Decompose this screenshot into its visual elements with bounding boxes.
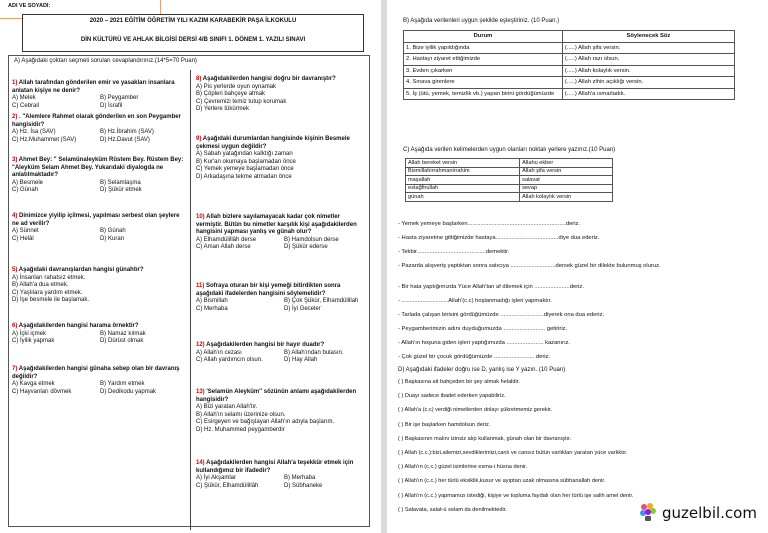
question-text (196, 460, 368, 475)
question-2 (12, 114, 184, 144)
word-bank-row (406, 176, 613, 185)
option-d[interactable]: D) Dedikodu yapmak (100, 388, 157, 395)
word-bank-row (406, 167, 613, 176)
option-a[interactable]: A) Melek (12, 95, 36, 101)
question-number: 1) (12, 80, 18, 86)
option-c[interactable]: C) Hz.Muhammet (SAV) (12, 136, 77, 143)
option-a[interactable]: A) Bizi yaratan Allah'tır. (196, 404, 258, 410)
soz-cell[interactable]: (.....) Allah kolaylık versin. (562, 65, 734, 77)
matching-row (404, 65, 735, 77)
option-a[interactable]: A) Kavga etmek (12, 381, 55, 387)
option-a[interactable]: A) İçki içmek (12, 330, 47, 337)
answer-options (196, 298, 368, 313)
true-false-item[interactable]: ( ) Allah'ın (c.c.) her türlü eksiklik,kusur ve ayıptan uzak olmasına sübhanallah denir. (398, 478, 606, 485)
option-c[interactable]: C) Allah yardımcın olsun. (196, 357, 263, 363)
fill-blank-sentence[interactable]: - Peygamberimizin adını duyduğumuzda .......................... getiririz. (398, 326, 568, 332)
question-number: 8) (196, 76, 202, 82)
option-b[interactable]: B) Çok Şükür, Elhamdülillah (284, 298, 359, 304)
question-number: 9) (196, 136, 202, 142)
word-cell: Bismillahirrahmanirrahim (406, 167, 520, 176)
question-text (12, 114, 184, 129)
option-c[interactable]: C) Hayvanları dövmek (12, 388, 72, 395)
question-number: 13) (196, 389, 205, 395)
option-d[interactable]: D) Hay Allah (284, 357, 318, 363)
option-a[interactable]: A) Elhamdülillâh derse (196, 236, 257, 243)
durum-cell: 5. İş (ütü, yemek, temizlik vb.) yapan birini gördüğümüzde (404, 88, 563, 100)
site-logo (638, 498, 768, 528)
option-d[interactable]: D) İyi Geceler (284, 305, 321, 312)
question-text (12, 213, 184, 228)
answer-options (12, 228, 184, 243)
word-bank-row (406, 159, 613, 168)
answer-options (196, 350, 368, 365)
true-false-item[interactable]: ( ) Allah'ın (c.c.) güzel isimlerine esma-i hüsna denir. (398, 464, 528, 471)
word-cell: Allah bereket versin (406, 159, 520, 168)
durum-cell: 2. Hastayı ziyaret ettiğimizde (404, 54, 563, 66)
answer-options (196, 84, 368, 114)
question-stem: Aşağıdaki durumlardan hangisinde kişinin Besmele çekmesi uygun değildir? (196, 136, 350, 150)
question-stem: Dinimizce yiyilip içilmesi, yapılması serbest olan şeylere ne ad verilir? (12, 213, 180, 227)
column-divider (190, 70, 191, 530)
question-text (12, 157, 184, 180)
soz-cell[interactable]: (.....) Allah şifa versin. (562, 42, 734, 54)
question-text (196, 136, 368, 151)
matching-row (404, 54, 735, 66)
option-c[interactable]: C) Merhaba (196, 305, 228, 312)
answer-options (196, 404, 368, 434)
answer-options (12, 331, 184, 346)
section-a-title: A) Aşağıdaki çoktan seçmeli soruları cevaplandırınız.(14*5=70 Puan) (14, 58, 197, 64)
question-stem: Allah tarafından gönderilen emir ve yasakları insanlara anlatan kişiye ne denir? (12, 80, 175, 94)
answer-options (12, 275, 184, 305)
question-4 (12, 213, 184, 243)
option-a[interactable]: A) İyi Akşamlar (196, 475, 237, 481)
option-b[interactable]: B) Yardım etmek (100, 381, 145, 387)
word-cell: Allah şifa versin (520, 167, 613, 176)
question-text (12, 323, 184, 331)
option-c[interactable]: C) Helâl (12, 235, 34, 242)
word-bank-row (406, 184, 613, 193)
question-number: 6) (12, 323, 18, 329)
word-cell: estağfirullah (406, 184, 520, 193)
question-stem: "Alemlere Rahmet olarak gönderilen en son Peygamber hangisidir? (12, 114, 181, 128)
question-number: 11) (196, 283, 205, 289)
question-stem: Ahmet Bey: " Selamünaleyküm Rüstem Bey. Rüstem Bey: "Aleyküm Selam Ahmet Bey. Yukarıdaki diyalogda ne anlatılmaktadır? (12, 157, 184, 178)
option-b[interactable]: B) Çöpleri bahçeye atmak (196, 91, 266, 97)
fill-blank-sentence[interactable]: - Hasta ziyaretine gittiğimizde hastaya.......................................diye dua ederiz. (398, 235, 600, 241)
question-stem: Aşağıdakilerden hangisi günaha sebep olan bir davranış değildir? (12, 366, 180, 380)
option-d[interactable]: D) Hz.Davut (SAV) (100, 136, 150, 143)
option-a[interactable]: A) İnsanları rahatsız etmek. (12, 274, 86, 281)
section-d-title: D) Aşağıdaki ifadeler doğru ise D, yanlış ise Y yazın. (10 Puan) (398, 367, 566, 373)
true-false-item[interactable]: ( ) Allah'ın (c.c.) yapmamızı istediği, kişiye ve topluma faydalı olan her türlü işe salih amel denir. (398, 492, 634, 499)
question-stem: Aşağıdakilerden hangisi Allah'a teşekkür etmek için kullandığımız bir ifadedir? (196, 460, 354, 474)
question-number: 3) (12, 157, 18, 163)
option-a[interactable]: A) Besmele (12, 179, 44, 186)
answer-options (12, 180, 184, 195)
true-false-item[interactable]: ( ) Başkasının malını izinsiz alıp kullanmak, günah olan bir davranıştır. (398, 435, 572, 442)
soz-cell[interactable]: (.....) Allah zihin açıklığı versin. (562, 77, 734, 89)
answer-options (12, 381, 184, 396)
true-false-item[interactable]: ( ) Başkasına ait bahçeden bir şey almak helaldir. (398, 379, 520, 385)
word-bank-row (406, 193, 613, 202)
matching-table (403, 30, 735, 100)
soz-cell[interactable]: (.....) Allah'a ısmarladık. (562, 88, 734, 100)
option-d[interactable]: D) İsrafil (100, 102, 123, 109)
exam-page-left (0, 0, 381, 533)
question-text (12, 267, 184, 275)
true-false-item[interactable]: ( ) Salavata, salat-ü selam da denilmektedir. (398, 506, 507, 513)
option-c[interactable]: C) İyilik yapmak (12, 338, 55, 344)
matching-row (404, 88, 735, 100)
fill-blank-sentence[interactable]: - Tekbir...........................................demektir. (398, 249, 510, 255)
word-cell: Allahu ekber (520, 159, 613, 168)
matching-row (404, 77, 735, 89)
fill-blank-sentence[interactable]: - Pazarda alışveriş yaptıktan sonra satıcıya ............................dersek güzel bir dilekte bulunmuş oluruz. (398, 263, 661, 269)
option-b[interactable]: B) Selamlaşma (100, 179, 141, 186)
question-1 (12, 80, 184, 110)
option-a[interactable]: A) Pis yerlerde oyun oynamak (196, 83, 277, 90)
col-durum: Durum (404, 31, 563, 43)
option-a[interactable]: A) Sünnet (12, 228, 39, 234)
option-c[interactable]: C) Günah (12, 187, 39, 193)
question-number: 14) (196, 460, 205, 466)
section-c-title: C) Aşağıda verilen kelimelerden uygun olanları noktalı yerlere yazınız.(10 Puan) (403, 147, 616, 153)
col-soz: Söylenecek Söz (562, 31, 734, 43)
option-a[interactable]: A) Sabah yatağından kalktığı zaman (196, 151, 293, 157)
option-c[interactable]: C) Cebrail (12, 102, 40, 109)
option-d[interactable]: D) Sübhaneke (284, 482, 323, 489)
answer-options (196, 151, 368, 181)
question-14 (196, 460, 368, 490)
question-number: 10) (196, 214, 205, 220)
question-text (12, 80, 184, 95)
question-13 (196, 389, 368, 434)
true-false-item[interactable]: ( ) Allah'a (c.c) verdiği nimetlerden dolayı şükretmemiz gerekir. (398, 407, 553, 414)
exam-header (22, 14, 364, 52)
durum-cell: 3. Evden çıkarken (404, 65, 563, 77)
question-text (196, 76, 368, 84)
option-b[interactable]: B) Allah'a dua etmek. (12, 282, 69, 288)
option-c[interactable]: C) Aman Allah derse (196, 244, 251, 250)
option-a[interactable]: A) Hz. İsa (SAV) (12, 129, 56, 135)
answer-options (12, 95, 184, 110)
question-3 (12, 157, 184, 195)
option-d[interactable]: D) Kuran (100, 235, 125, 242)
question-11 (196, 283, 368, 313)
question-text (196, 283, 368, 298)
option-d[interactable]: D) Şükür etmek (100, 187, 142, 193)
fill-blank-sentence[interactable]: - Bir hata yaptığımızda Yüce Allah'tan af dilemek için ......................deriz. (398, 284, 584, 290)
logo-text: guzelbil.com (662, 504, 757, 522)
true-false-item[interactable]: ( ) Bir işe başlarken hamdolsun deriz. (398, 421, 491, 428)
name-label: ADI VE SOYADI: (8, 3, 51, 9)
question-number: 5) (12, 267, 18, 273)
answer-options (196, 237, 368, 252)
word-bank (405, 158, 613, 202)
question-text (196, 389, 368, 404)
option-d[interactable]: D) Arkadaşına tekme atmadan önce (196, 173, 292, 180)
word-cell: Allah kolaylık versin (520, 193, 613, 202)
question-text (12, 366, 184, 381)
option-b[interactable]: B) Namaz kılmak (100, 330, 146, 337)
option-c[interactable]: C) Yemek yemeye başlamadan önce (196, 166, 294, 172)
option-d[interactable]: D) Dürüst olmak (100, 338, 144, 344)
option-b[interactable]: B) Kur'an okumaya başlamadan önce (196, 158, 296, 165)
question-stem: Aşağıdaki davranışlardan hangisi günahtır? (18, 267, 144, 273)
question-8 (196, 76, 368, 114)
option-c[interactable]: C) Şükür, Elhamdülillâh (196, 482, 259, 489)
word-cell: sevap (520, 184, 613, 193)
fill-blank-sentence[interactable]: - Tarlada çalışan birisini gördüğümüzde ...........................diyerek ona dua ederiz. (398, 312, 605, 318)
question-stem: Aşağıdakilerden hangisi bir hayır duadır? (206, 342, 325, 348)
fill-blank-sentence[interactable]: - Allah'ın hoşuna giden işleri yaptığımızda ....................... kazanırız. (398, 340, 571, 346)
question-stem: Aşağıdakilerden hangisi harama örnektir? (18, 323, 139, 329)
word-cell: maşallah (406, 176, 520, 185)
question-9 (196, 136, 368, 181)
option-b[interactable]: B) Peygamber (100, 95, 139, 101)
question-stem: 'Selamün Aleyküm'' sözünün anlamı aşağıdakilerden hangisidir? (196, 389, 357, 403)
option-a[interactable]: A) Bismillah (196, 298, 228, 304)
matching-row (404, 42, 735, 54)
option-c[interactable]: C) Çevremizi temiz tutup korumak (196, 98, 287, 105)
question-number: 2) . (12, 114, 21, 120)
lightbulb-icon (638, 501, 658, 523)
question-stem: Aşağıdakilerden hangisi doğru bir davranıştır? (202, 76, 336, 82)
durum-cell: 1. Bize iyilik yapıldığında (404, 42, 563, 54)
soz-cell[interactable]: (.....) Allah razı olsun. (562, 54, 734, 66)
fill-blank-sentence[interactable]: - .............................Allah'(c.c) hoşlanmadığı işleri yapmaktır. (398, 298, 552, 304)
question-text (196, 214, 368, 237)
option-b[interactable]: B) Merhaba (284, 475, 316, 481)
option-c[interactable]: C) Esirgeyen ve bağışlayan Allah'ın adıyla başlarım. (196, 419, 335, 425)
question-6 (12, 323, 184, 346)
option-c[interactable]: C) Yaşlılara yardım etmek. (12, 289, 83, 296)
fill-blank-sentence[interactable]: - Yemek yemeye başlarken.............................................................deriz. (398, 221, 581, 227)
answer-options (196, 475, 368, 490)
option-b[interactable]: B) Hz.İbrahim (SAV) (100, 129, 154, 135)
option-d[interactable]: D) Şükür ederse (284, 244, 328, 250)
question-7 (12, 366, 184, 396)
word-cell: salavat (520, 176, 613, 185)
fill-blank-sentence[interactable]: - Çok güzel bir çocuk gördüğümüzde ......................... deriz. (398, 354, 551, 360)
option-b[interactable]: B) Allah'ından bulasın. (284, 349, 344, 356)
section-b-title: B) Aşağıda verilenleri uygun şekilde eşleştiriniz. (10 Puan.) (403, 18, 560, 24)
header-exam: DİN KÜLTÜRÜ VE AHLAK BİLGİSİ DERSİ 4/B SINIFI 1. DÖNEM 1. YAZILI SINAVI (80, 37, 306, 43)
question-5 (12, 267, 184, 305)
question-text (196, 342, 368, 350)
option-b[interactable]: B) Günah (100, 228, 126, 234)
option-d[interactable]: D) İşe besmele ile başlamak. (12, 297, 90, 303)
question-stem: Allah bizlere sayılamayacak kadar çok nimetler vermiştir. Bütün bu nimetler karşılık kişi aşağıdakilerden hangisini yapması yanlış ve günah olur? (196, 214, 357, 235)
question-number: 4) (12, 213, 18, 219)
answer-options (12, 129, 184, 144)
option-b[interactable]: B) Allah'ın selamı üzerinize olsun. (196, 411, 286, 418)
option-b[interactable]: B) Hamdolsun derse (284, 236, 339, 243)
question-12 (196, 342, 368, 365)
header-school: 2020 – 2021 EĞİTİM ÖĞRETİM YILI KAZIM KARABEKİR PAŞA İLKOKULU (89, 18, 297, 24)
true-false-item[interactable]: ( ) Allah (c.c.):bizi,ailemizi,sevdiklerimizi,canlı ve cansız bütün varlıkları yaratan yüce varlıktır. (398, 450, 628, 456)
question-stem: Sofraya oturan bir kişi yemeği bitirdikten sonra aşağıdaki ifadelerden hangisini söylemelidir? (196, 283, 341, 297)
question-number: 12) (196, 342, 205, 348)
option-a[interactable]: A) Allah'ın cezası (196, 349, 242, 356)
word-cell: günah (406, 193, 520, 202)
durum-cell: 4. Sınava girenlere (404, 77, 563, 89)
question-10 (196, 214, 368, 252)
question-number: 7) (12, 366, 18, 372)
true-false-item[interactable]: ( ) Duayı sadece ibadet ederken yapabiliriz. (398, 393, 506, 400)
option-d[interactable]: D) Hz. Muhammed peygamberdir (196, 426, 285, 433)
option-d[interactable]: D) Yerlere tükürmek (196, 106, 250, 112)
